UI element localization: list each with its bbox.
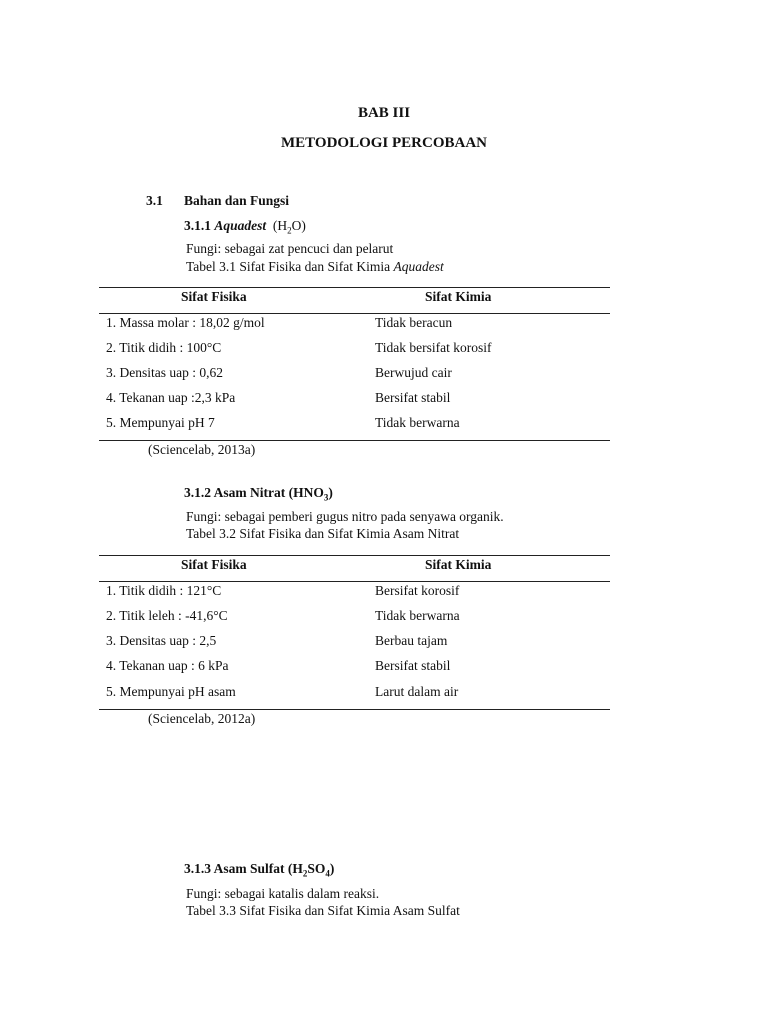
table-header-kimia: Sifat Kimia	[425, 557, 492, 572]
subsection-number: 3.1.3	[184, 861, 211, 876]
substance-name: Aquadest	[214, 218, 267, 233]
table-cell-kimia: Bersifat stabil	[375, 658, 451, 673]
table-cell-kimia: Bersifat stabil	[375, 390, 451, 405]
table-cell-fisika: 4. Tekanan uap : 6 kPa	[106, 658, 229, 673]
table-cell-fisika: 4. Tekanan uap :2,3 kPa	[106, 390, 236, 405]
table-cell-kimia: Tidak berwarna	[375, 608, 460, 623]
subsection-heading-asam-nitrat: 3.1.2 Asam Nitrat $(HNO_3)$	[184, 485, 333, 503]
table-cell-fisika: 5. Mempunyai pH asam	[106, 684, 236, 699]
function-text: Fungi: sebagai katalis dalam reaksi.	[186, 886, 380, 901]
table-top-rule	[99, 287, 610, 288]
table-caption: Tabel 3.1 Sifat Fisika dan Sifat Kimia Aquadest	[186, 259, 444, 274]
table-cell-kimia: Berwujud cair	[375, 365, 452, 380]
function-text: Fungi: sebagai zat pencuci dan pelarut	[186, 241, 394, 256]
subsection-number: 3.1.2	[184, 485, 211, 500]
chapter-number: BAB III	[357, 105, 411, 121]
chapter-title: METODOLOGI PERCOBAAN	[281, 135, 487, 151]
subsection-number: 3.1.1	[184, 218, 211, 233]
function-text: Fungi: sebagai pemberi gugus nitro pada senyawa organik.	[186, 509, 504, 524]
table-cell-fisika: 3. Densitas uap : 0,62	[106, 365, 223, 380]
table-caption: Tabel 3.2 Sifat Fisika dan Sifat Kimia Asam Nitrat	[186, 526, 460, 541]
table-source: (Sciencelab, 2012a)	[148, 711, 256, 726]
table-top-rule	[99, 555, 610, 556]
table-cell-kimia: Tidak beracun	[375, 315, 453, 330]
subsection-heading-aquadest	[184, 218, 306, 236]
table-bottom-rule	[99, 440, 610, 441]
table-caption: Tabel 3.3 Sifat Fisika dan Sifat Kimia Asam Sulfat	[186, 903, 460, 918]
table-header-kimia: Sifat Kimia	[425, 289, 492, 304]
table-cell-fisika: 1. Titik didih : 121°C	[106, 583, 222, 598]
table-header-rule	[99, 313, 610, 314]
table-cell-fisika: 3. Densitas uap : 2,5	[106, 633, 217, 648]
subsection-heading-asam-sulfat: 3.1.3 Asam Sulfat $(H_2SO_4)$	[184, 861, 335, 879]
table-cell-fisika: 2. Titik didih : 100°C	[106, 340, 222, 355]
table-cell-fisika: 2. Titik leleh : -41,6°C	[106, 608, 228, 623]
table-cell-fisika: 1. Massa molar : 18,02 g/mol	[106, 315, 265, 330]
table-bottom-rule	[99, 709, 610, 710]
table-header-fisika: Sifat Fisika	[181, 289, 247, 304]
table-cell-kimia: Bersifat korosif	[375, 583, 460, 598]
formula: $(H_2O)$	[272, 218, 306, 236]
table-header-rule	[99, 581, 610, 582]
section-number: 3.1	[146, 193, 163, 208]
table-cell-kimia: Larut dalam air	[375, 684, 459, 699]
table-header-fisika: Sifat Fisika	[181, 557, 247, 572]
section-title: Bahan dan Fungsi	[184, 193, 290, 208]
table-cell-fisika: 5. Mempunyai pH 7	[106, 415, 215, 430]
table-cell-kimia: Tidak berwarna	[375, 415, 460, 430]
table-source: (Sciencelab, 2013a)	[148, 442, 256, 457]
table-cell-kimia: Tidak bersifat korosif	[375, 340, 492, 355]
table-cell-kimia: Berbau tajam	[375, 633, 448, 648]
